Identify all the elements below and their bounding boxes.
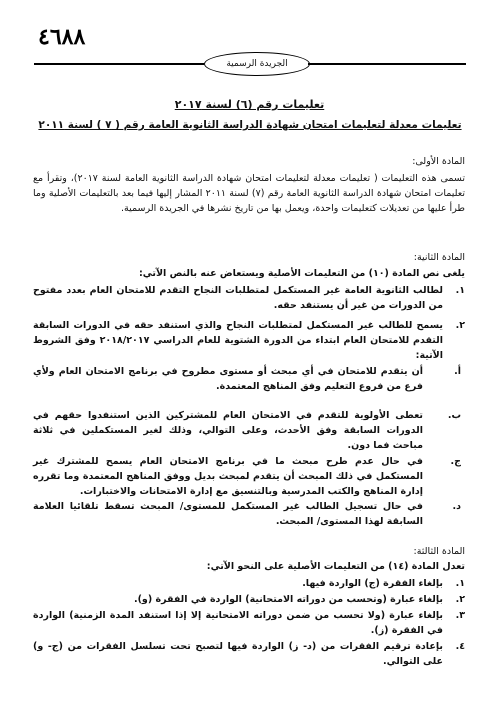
article-2-subitem-b: [33, 408, 465, 453]
article-2-heading: المادة الثانية:: [413, 252, 465, 263]
article-3-intro: تعدل المادة (١٤) من التعليمات الأصلية على النحو الآتي:: [206, 561, 465, 572]
page-number: ٤٦٨٨: [38, 24, 86, 50]
item-text: بإعادة ترقيم الفقرات من (د- ز) الواردة فيها لتصبح تحت تسلسل الفقرات من (ج- و) على التوالي.: [33, 641, 443, 667]
subitem-letter: أ.: [454, 366, 461, 377]
header-rule-left: [34, 63, 204, 65]
item-number: ٤.: [455, 641, 465, 652]
article-2-subitem-a: [33, 364, 465, 394]
subitem-letter: ج.: [450, 456, 461, 467]
article-2-subitem-c: [33, 454, 465, 499]
item-number: ٢.: [455, 320, 465, 331]
subitem-letter: ب.: [447, 410, 461, 421]
subitem-letter: د.: [452, 501, 461, 512]
item-number: ١.: [455, 578, 465, 589]
header-rule-right: [308, 63, 466, 65]
subitem-text: تعطى الأولوية للتقدم في الامتحان العام للمشتركين الذين استنفدوا حقهم في الدورات السابقة وفق الأحدث، وعلى التوالي، وذلك لغير المستكملين في ثلاثة مباحث فما دون.: [33, 410, 423, 451]
item-text: بإلغاء الفقرة (ج) الواردة فيها.: [302, 578, 443, 589]
article-1-body: تسمى هذه التعليمات ( تعليمات معدلة لتعليمات امتحان شهادة الدراسة الثانوية العامة لسنة ٢٠١٧)، وتقرأ مع تعليمات امتحان شهادة الدراسة الثانوية العامة رقم (٧) لسنة ٢٠١١ المشار إليها فيما بعد بالتعليمات الأصلية وما طرأ عليها من تعديلات كتعليمات واحدة، ويعمل بها من تاريخ نشرها في الجريدة الرسمية.: [33, 173, 465, 214]
article-2-intro: يلغى نص المادة (١٠) من التعليمات الأصلية ويستعاض عنه بالنص الآتي:: [138, 268, 465, 279]
article-3-item-4: [33, 639, 465, 669]
item-number: ١.: [455, 285, 465, 296]
subitem-text: في حال عدم طرح مبحث ما في برنامج الامتحان العام يسمح للمشترك غير المستكمل في ذلك المبحث أن يتقدم لمبحث بديل ووفق المناهج المعتمدة وما تقرره إدارة المناهج والكتب المدرسية وبالتنسيق مع إدارة الامتحانات والاختبارات.: [33, 456, 423, 497]
article-3-item-2: [33, 592, 465, 607]
article-1-heading: المادة الأولى:: [412, 156, 465, 167]
item-text: بإلغاء عبارة (وتحسب من دوراته الامتحانية) الواردة في الفقرة (و).: [133, 594, 443, 605]
article-3-item-3: [33, 608, 465, 638]
item-number: ٣.: [455, 610, 465, 621]
item-number: ٢.: [455, 594, 465, 605]
subitem-text: أن يتقدم للامتحان في أي مبحث أو مستوى مطروح في برنامج الامتحان العام ولأي فرع من فروع التعليم وفق المناهج المعتمدة.: [33, 366, 423, 392]
item-text: بإلغاء عبارة (ولا تحسب من ضمن دوراته الامتحانية إلا إذا استنفد المدة الزمنية) الواردة في الفقرة (ز).: [33, 610, 443, 636]
article-2-item-2: [33, 318, 465, 363]
article-2-item-1: [33, 283, 465, 313]
subitem-text: في حال تسجيل الطالب غير المستكمل للمستوى/ المبحث تسقط تلقائيا العلامة السابقة لهذا المستوى/ المبحث.: [33, 501, 423, 527]
item-text: يسمح للطالب غير المستكمل لمتطلبات النجاح والذي استنفد حقه في الدورات السابقة التقدم للامتحان العام ابتداء من الدورة الشتوية للعام الدراسي ٢٠١٨/٢٠١٧ وفق الشروط الآتية:: [33, 320, 443, 361]
article-3-heading: المادة الثالثة:: [413, 546, 465, 557]
article-2-subitem-d: [33, 499, 465, 529]
document-subtitle: تعليمات معدلة لتعليمات امتحان شهادة الدراسة الثانوية العامة رقم ( ٧ ) لسنة ٢٠١١: [38, 119, 462, 131]
item-text: لطالب الثانوية العامة غير المستكمل لمتطلبات النجاح التقدم للامتحان العام بعدد مفتوح من الدورات من غير أن يستنفد حقه.: [33, 285, 443, 311]
document-title: تعليمات رقم (٦) لسنة ٢٠١٧: [174, 98, 325, 111]
journal-name-badge: الجريدة الرسمية: [204, 52, 310, 76]
article-3-item-1: [33, 576, 465, 591]
